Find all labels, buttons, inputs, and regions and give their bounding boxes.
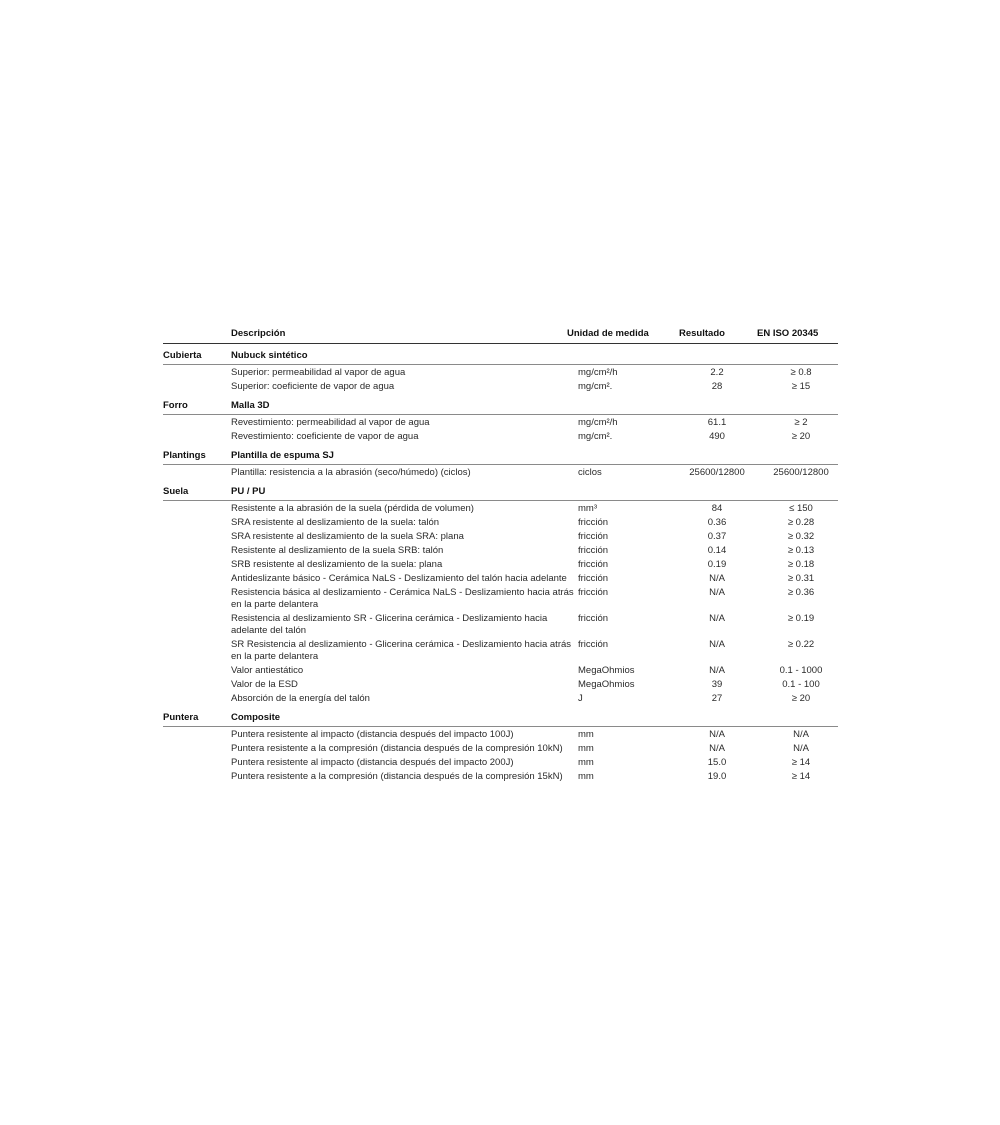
- header-unit: Unidad de medida: [567, 328, 649, 339]
- row-standard: N/A: [793, 729, 809, 740]
- row-unit: mg/cm².: [578, 431, 613, 442]
- row-unit: mm: [578, 743, 594, 754]
- row-standard: ≥ 0.22: [787, 639, 815, 650]
- section-material: Composite: [231, 712, 281, 723]
- row-result: N/A: [709, 743, 725, 754]
- table-row: [163, 530, 838, 544]
- row-unit: fricción: [578, 613, 609, 624]
- row-description: Resistencia básica al deslizamiento - Cerámica NaLS - Deslizamiento hacia atrás en la parte delantera: [231, 587, 574, 610]
- row-description: Valor de la ESD: [231, 679, 298, 690]
- table-row: [163, 612, 838, 638]
- header-standard: EN ISO 20345: [757, 328, 819, 339]
- row-description: SR Resistencia al deslizamiento - Glicerina cerámica - Deslizamiento hacia atrás en la parte delantera: [231, 639, 572, 662]
- section-material: PU / PU: [231, 486, 266, 497]
- spec-table: [163, 326, 838, 784]
- section-suela: [163, 486, 838, 706]
- row-description: Resistencia al deslizamiento SR - Glicerina cerámica - Deslizamiento hacia adelante del talón: [231, 613, 548, 636]
- row-description: Puntera resistente al impacto (distancia después del impacto 100J): [231, 729, 514, 740]
- row-description: Revestimiento: permeabilidad al vapor de agua: [231, 417, 430, 428]
- header-description: Descripción: [231, 328, 286, 339]
- section-category: Forro: [163, 400, 188, 411]
- row-description: Superior: coeficiente de vapor de agua: [231, 381, 395, 392]
- section-category: Cubierta: [163, 350, 202, 361]
- section-puntera: [163, 712, 838, 784]
- row-standard: N/A: [793, 743, 809, 754]
- row-standard: ≤ 150: [789, 503, 813, 514]
- row-result: 0.19: [707, 559, 727, 570]
- row-description: Plantilla: resistencia a la abrasión (seco/húmedo) (ciclos): [231, 467, 471, 478]
- row-unit: ciclos: [578, 467, 602, 478]
- row-standard: 0.1 - 1000: [779, 665, 823, 676]
- row-standard: 0.1 - 100: [782, 679, 820, 690]
- table-header: [163, 326, 838, 344]
- section-rows: [163, 465, 838, 480]
- section-material: Nubuck sintético: [231, 350, 308, 361]
- row-standard: ≥ 20: [791, 693, 811, 704]
- row-description: SRA resistente al deslizamiento de la suela: talón: [231, 517, 440, 528]
- row-standard: ≥ 15: [791, 381, 811, 392]
- section-header: [163, 350, 838, 365]
- row-unit: mg/cm².: [578, 381, 613, 392]
- table-row: [163, 516, 838, 530]
- row-standard: ≥ 0.19: [787, 613, 815, 624]
- table-row: [163, 380, 838, 394]
- row-standard: ≥ 2: [794, 417, 808, 428]
- table-row: [163, 728, 838, 742]
- row-unit: mg/cm²/h: [578, 417, 618, 428]
- row-standard: ≥ 0.18: [787, 559, 815, 570]
- table-row: [163, 586, 838, 612]
- row-result: 19.0: [707, 771, 727, 782]
- row-result: 25600/12800: [689, 467, 745, 478]
- section-material: Plantilla de espuma SJ: [231, 450, 334, 461]
- row-description: SRB resistente al deslizamiento de la suela: plana: [231, 559, 443, 570]
- row-standard: ≥ 0.36: [787, 587, 815, 598]
- table-row: [163, 502, 838, 516]
- row-result: 39: [711, 679, 723, 690]
- row-description: Revestimiento: coeficiente de vapor de agua: [231, 431, 419, 442]
- row-unit: fricción: [578, 573, 609, 584]
- section-header: [163, 712, 838, 727]
- row-description: Puntera resistente a la compresión (distancia después de la compresión 10kN): [231, 743, 563, 754]
- row-standard: ≥ 14: [791, 757, 811, 768]
- section-header: [163, 486, 838, 501]
- section-rows: [163, 415, 838, 444]
- table-row: [163, 770, 838, 784]
- row-description: Resistente al deslizamiento de la suela SRB: talón: [231, 545, 444, 556]
- section-rows: [163, 727, 838, 784]
- row-unit: fricción: [578, 545, 609, 556]
- row-description: Absorción de la energía del talón: [231, 693, 370, 704]
- table-row: [163, 430, 838, 444]
- row-result: 0.14: [707, 545, 727, 556]
- row-result: N/A: [709, 613, 725, 624]
- row-result: N/A: [709, 729, 725, 740]
- row-result: 61.1: [707, 417, 727, 428]
- row-result: 0.36: [707, 517, 727, 528]
- row-standard: ≥ 0.31: [787, 573, 815, 584]
- row-unit: MegaOhmios: [578, 665, 635, 676]
- table-row: [163, 742, 838, 756]
- row-standard: ≥ 0.13: [787, 545, 815, 556]
- row-description: Valor antiestático: [231, 665, 304, 676]
- section-header: [163, 450, 838, 465]
- row-result: N/A: [709, 639, 725, 650]
- section-header: [163, 400, 838, 415]
- table-row: [163, 416, 838, 430]
- section-category: Puntera: [163, 712, 199, 723]
- row-result: 490: [709, 431, 725, 442]
- row-unit: fricción: [578, 517, 609, 528]
- row-description: SRA resistente al deslizamiento de la suela SRA: plana: [231, 531, 464, 542]
- row-unit: mm³: [578, 503, 597, 514]
- row-result: 27: [711, 693, 723, 704]
- table-row: [163, 692, 838, 706]
- section-rows: [163, 501, 838, 706]
- row-unit: MegaOhmios: [578, 679, 635, 690]
- table-row: [163, 544, 838, 558]
- section-plantings: [163, 450, 838, 480]
- header-result: Resultado: [679, 328, 725, 339]
- row-result: 2.2: [710, 367, 724, 378]
- section-cubierta: [163, 350, 838, 394]
- table-body: [163, 350, 838, 784]
- row-unit: mm: [578, 757, 594, 768]
- table-row: [163, 366, 838, 380]
- table-row: [163, 466, 838, 480]
- row-result: N/A: [709, 587, 725, 598]
- row-unit: fricción: [578, 531, 609, 542]
- row-standard: 25600/12800: [773, 467, 829, 478]
- table-row: [163, 756, 838, 770]
- row-description: Puntera resistente a la compresión (distancia después de la compresión 15kN): [231, 771, 563, 782]
- section-category: Plantings: [163, 450, 206, 461]
- row-result: 84: [711, 503, 723, 514]
- row-standard: ≥ 0.32: [787, 531, 815, 542]
- row-standard: ≥ 0.8: [790, 367, 812, 378]
- row-result: N/A: [709, 573, 725, 584]
- row-standard: ≥ 0.28: [787, 517, 815, 528]
- row-unit: mm: [578, 771, 594, 782]
- table-row: [163, 558, 838, 572]
- section-material: Malla 3D: [231, 400, 270, 411]
- table-row: [163, 572, 838, 586]
- row-standard: ≥ 20: [791, 431, 811, 442]
- row-result: N/A: [709, 665, 725, 676]
- row-unit: fricción: [578, 559, 609, 570]
- row-unit: J: [578, 693, 583, 704]
- row-description: Superior: permeabilidad al vapor de agua: [231, 367, 406, 378]
- row-unit: fricción: [578, 587, 609, 598]
- row-result: 28: [711, 381, 723, 392]
- table-row: [163, 664, 838, 678]
- row-result: 0.37: [707, 531, 727, 542]
- row-description: Resistente a la abrasión de la suela (pérdida de volumen): [231, 503, 474, 514]
- table-row: [163, 678, 838, 692]
- section-category: Suela: [163, 486, 189, 497]
- row-unit: fricción: [578, 639, 609, 650]
- row-unit: mm: [578, 729, 594, 740]
- section-rows: [163, 365, 838, 394]
- row-description: Antideslizante básico - Cerámica NaLS - Deslizamiento del talón hacia adelante: [231, 573, 567, 584]
- row-unit: mg/cm²/h: [578, 367, 618, 378]
- section-forro: [163, 400, 838, 444]
- table-row: [163, 638, 838, 664]
- row-standard: ≥ 14: [791, 771, 811, 782]
- row-description: Puntera resistente al impacto (distancia después del impacto 200J): [231, 757, 514, 768]
- row-result: 15.0: [707, 757, 727, 768]
